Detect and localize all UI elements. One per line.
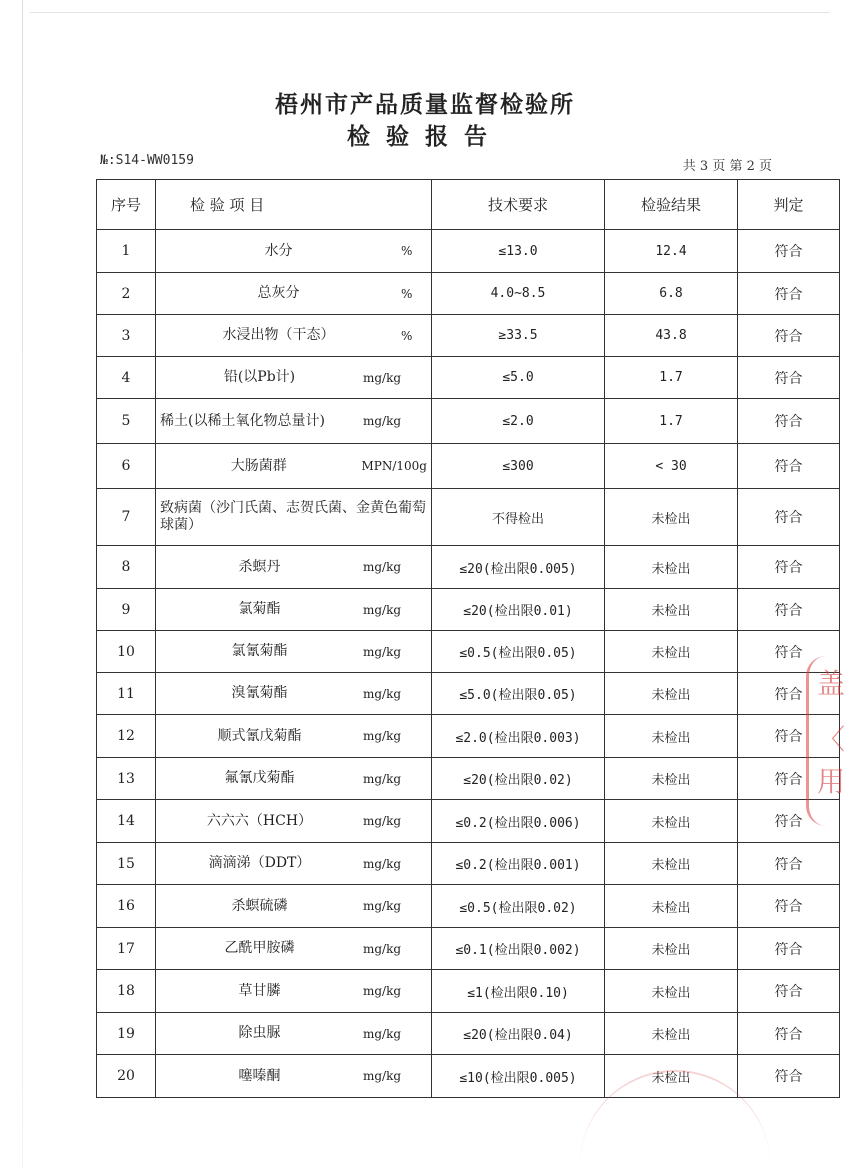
table-row (97, 885, 840, 928)
cell-no: 3 (97, 315, 156, 357)
item-name: 六六六（HCH） (206, 812, 313, 829)
item-unit: mg/kg (363, 414, 402, 428)
cell-judgement: 符合 (738, 928, 840, 970)
cell-item (156, 589, 432, 631)
report-title: 检验报告 (347, 123, 503, 150)
cell-item (156, 444, 432, 489)
header-judgement: 判定 (738, 180, 840, 230)
cell-no: 8 (97, 546, 156, 589)
cell-result: 未检出 (605, 885, 738, 928)
table-row (97, 631, 840, 673)
cell-no: 17 (97, 928, 156, 970)
item-name: 稀土(以稀土氧化物总量计) (160, 412, 325, 429)
cell-item (156, 800, 432, 843)
table-row (97, 800, 840, 843)
cell-requirement: ≤0.2(检出限0.006) (432, 800, 605, 843)
cell-judgement: 符合 (738, 631, 840, 673)
item-unit: mg/kg (363, 686, 402, 701)
cell-item (156, 1013, 432, 1055)
item-unit: mg/kg (363, 984, 402, 998)
cell-item (156, 315, 432, 357)
header-requirement: 技术要求 (432, 180, 605, 230)
cell-item (156, 970, 432, 1013)
cell-requirement: ≤0.5(检出限0.05) (432, 631, 605, 673)
item-unit: mg/kg (363, 899, 402, 913)
header-no: 序号 (97, 180, 156, 230)
table-row (97, 357, 840, 399)
cell-result: < 30 (605, 444, 738, 489)
cell-no: 18 (97, 970, 156, 1013)
table-row (97, 399, 840, 444)
cell-requirement: ≤10(检出限0.005) (432, 1055, 605, 1098)
table-row (97, 758, 840, 800)
table-row (97, 843, 840, 885)
cell-no: 5 (97, 399, 156, 444)
item-unit: mg/kg (363, 729, 402, 743)
cell-no: 15 (97, 843, 156, 885)
item-name: 噻嗪酮 (238, 1067, 281, 1084)
item-unit: mg/kg (363, 941, 402, 956)
cell-judgement: 符合 (738, 589, 840, 631)
item-name: 滴滴涕（DDT） (208, 855, 311, 871)
cell-result: 未检出 (605, 673, 738, 715)
cell-result: 未检出 (605, 589, 738, 631)
cell-judgement: 符合 (738, 444, 840, 489)
cell-no: 19 (97, 1013, 156, 1055)
cell-no: 2 (97, 273, 156, 315)
page-top-edge (30, 12, 830, 13)
item-unit: % (401, 286, 413, 301)
cell-requirement: ≤20(检出限0.04) (432, 1013, 605, 1055)
cell-requirement: ≤5.0(检出限0.05) (432, 673, 605, 715)
table-row (97, 928, 840, 970)
cell-judgement: 符合 (738, 1055, 840, 1098)
cell-requirement: ≤0.1(检出限0.002) (432, 928, 605, 970)
table-row (97, 489, 840, 546)
cell-requirement: ≤0.5(检出限0.02) (432, 885, 605, 928)
item-unit: mg/kg (363, 771, 402, 786)
table-row (97, 715, 840, 758)
cell-item (156, 758, 432, 800)
cell-requirement: 4.0~8.5 (432, 273, 605, 315)
cell-result: 6.8 (605, 273, 738, 315)
cell-result: 未检出 (605, 489, 738, 546)
cell-no: 14 (97, 800, 156, 843)
item-name: 总灰分 (257, 285, 300, 301)
cell-no: 11 (97, 673, 156, 715)
cell-judgement: 符合 (738, 970, 840, 1013)
item-name: 乙酰甲胺磷 (224, 940, 295, 956)
cell-judgement: 符合 (738, 357, 840, 399)
header-result: 检验结果 (605, 180, 738, 230)
cell-item (156, 885, 432, 928)
item-name: 除虫脲 (238, 1025, 281, 1041)
table-header-row (97, 180, 840, 230)
cell-result: 1.7 (605, 357, 738, 399)
header-item: 检 验 项 目 (156, 180, 432, 230)
cell-judgement: 符合 (738, 273, 840, 315)
item-name: 水浸出物（干态） (222, 327, 335, 343)
item-unit: mg/kg (363, 560, 402, 574)
cell-item (156, 843, 432, 885)
item-name: 溴氰菊酯 (231, 685, 288, 701)
cell-result: 未检出 (605, 970, 738, 1013)
cell-no: 16 (97, 885, 156, 928)
cell-requirement: ≤20(检出限0.01) (432, 589, 605, 631)
item-unit: mg/kg (363, 856, 402, 871)
item-name: 顺式氰戊菊酯 (217, 727, 302, 744)
cell-no: 1 (97, 230, 156, 273)
cell-requirement: ≥33.5 (432, 315, 605, 357)
cell-judgement: 符合 (738, 885, 840, 928)
cell-no: 4 (97, 357, 156, 399)
cell-item (156, 928, 432, 970)
cell-judgement: 符合 (738, 546, 840, 589)
cell-no: 7 (97, 489, 156, 546)
cell-item (156, 357, 432, 399)
cell-item (156, 1055, 432, 1098)
item-name: 杀螟丹 (238, 558, 281, 575)
table-row (97, 546, 840, 589)
cell-judgement: 符合 (738, 758, 840, 800)
cell-requirement: ≤13.0 (432, 230, 605, 273)
cell-item (156, 273, 432, 315)
cell-no: 10 (97, 631, 156, 673)
page-edge (22, 0, 23, 1169)
cell-judgement: 符合 (738, 399, 840, 444)
red-seal-stamp: 盖 〈 用 (806, 656, 850, 826)
cell-result: 未检出 (605, 800, 738, 843)
cell-requirement: ≤2.0(检出限0.003) (432, 715, 605, 758)
item-unit: mg/kg (363, 1026, 402, 1041)
cell-requirement: ≤20(检出限0.005) (432, 546, 605, 589)
item-name: 杀螟硫磷 (231, 897, 288, 914)
cell-item (156, 546, 432, 589)
item-unit: mg/kg (363, 602, 402, 617)
cell-item (156, 673, 432, 715)
cell-result: 未检出 (605, 1013, 738, 1055)
table-row (97, 673, 840, 715)
cell-judgement: 符合 (738, 673, 840, 715)
cell-result: 12.4 (605, 230, 738, 273)
cell-no: 20 (97, 1055, 156, 1098)
table-body (97, 230, 840, 1098)
cell-requirement: ≤5.0 (432, 357, 605, 399)
item-name: 草甘膦 (238, 982, 281, 999)
cell-item (156, 230, 432, 273)
item-name: 氯菊酯 (238, 601, 281, 617)
report-number: №:S14-WW0159 (100, 153, 194, 168)
cell-requirement: ≤300 (432, 444, 605, 489)
item-unit: mg/kg (363, 814, 402, 828)
item-name: 氯氰菊酯 (231, 643, 288, 659)
table-row (97, 444, 840, 489)
item-unit: mg/kg (363, 370, 402, 385)
page-info: 共 3 页 第 2 页 (682, 159, 772, 174)
item-name: 致病菌（沙门氏菌、志贺氏菌、金黄色葡萄球菌） (160, 500, 426, 533)
item-unit: mg/kg (363, 1069, 402, 1083)
cell-result: 未检出 (605, 928, 738, 970)
table-row (97, 315, 840, 357)
cell-requirement: ≤20(检出限0.02) (432, 758, 605, 800)
table-row (97, 589, 840, 631)
item-unit: mg/kg (363, 644, 402, 659)
cell-judgement: 符合 (738, 230, 840, 273)
item-unit: % (401, 244, 413, 258)
cell-item (156, 631, 432, 673)
cell-requirement: ≤1(检出限0.10) (432, 970, 605, 1013)
cell-result: 未检出 (605, 758, 738, 800)
cell-requirement: 不得检出 (432, 489, 605, 546)
cell-result: 未检出 (605, 546, 738, 589)
cell-no: 9 (97, 589, 156, 631)
institute-title: 梧州市产品质量监督检验所 (275, 91, 575, 118)
cell-item (156, 489, 432, 546)
table-row (97, 970, 840, 1013)
item-name: 大肠菌群 (230, 457, 287, 474)
cell-judgement: 符合 (738, 715, 840, 758)
cell-no: 6 (97, 444, 156, 489)
cell-result: 未检出 (605, 631, 738, 673)
cell-result: 未检出 (605, 843, 738, 885)
cell-judgement: 符合 (738, 489, 840, 546)
item-unit: MPN/100g (361, 459, 427, 473)
table-row (97, 230, 840, 273)
cell-judgement: 符合 (738, 1013, 840, 1055)
cell-result: 43.8 (605, 315, 738, 357)
cell-no: 12 (97, 715, 156, 758)
cell-item (156, 399, 432, 444)
table-row (97, 1013, 840, 1055)
cell-result: 未检出 (605, 715, 738, 758)
item-name: 氟氰戊菊酯 (224, 770, 295, 786)
cell-result: 1.7 (605, 399, 738, 444)
item-name: 铅(以Pb计) (223, 369, 296, 385)
item-name: 水分 (264, 242, 293, 259)
cell-item (156, 715, 432, 758)
cell-result: 未检出 (605, 1055, 738, 1098)
cell-no: 13 (97, 758, 156, 800)
cell-requirement: ≤2.0 (432, 399, 605, 444)
table-row (97, 273, 840, 315)
item-unit: % (401, 328, 413, 343)
cell-judgement: 符合 (738, 843, 840, 885)
cell-judgement: 符合 (738, 800, 840, 843)
cell-judgement: 符合 (738, 315, 840, 357)
cell-requirement: ≤0.2(检出限0.001) (432, 843, 605, 885)
results-table (96, 179, 840, 1098)
